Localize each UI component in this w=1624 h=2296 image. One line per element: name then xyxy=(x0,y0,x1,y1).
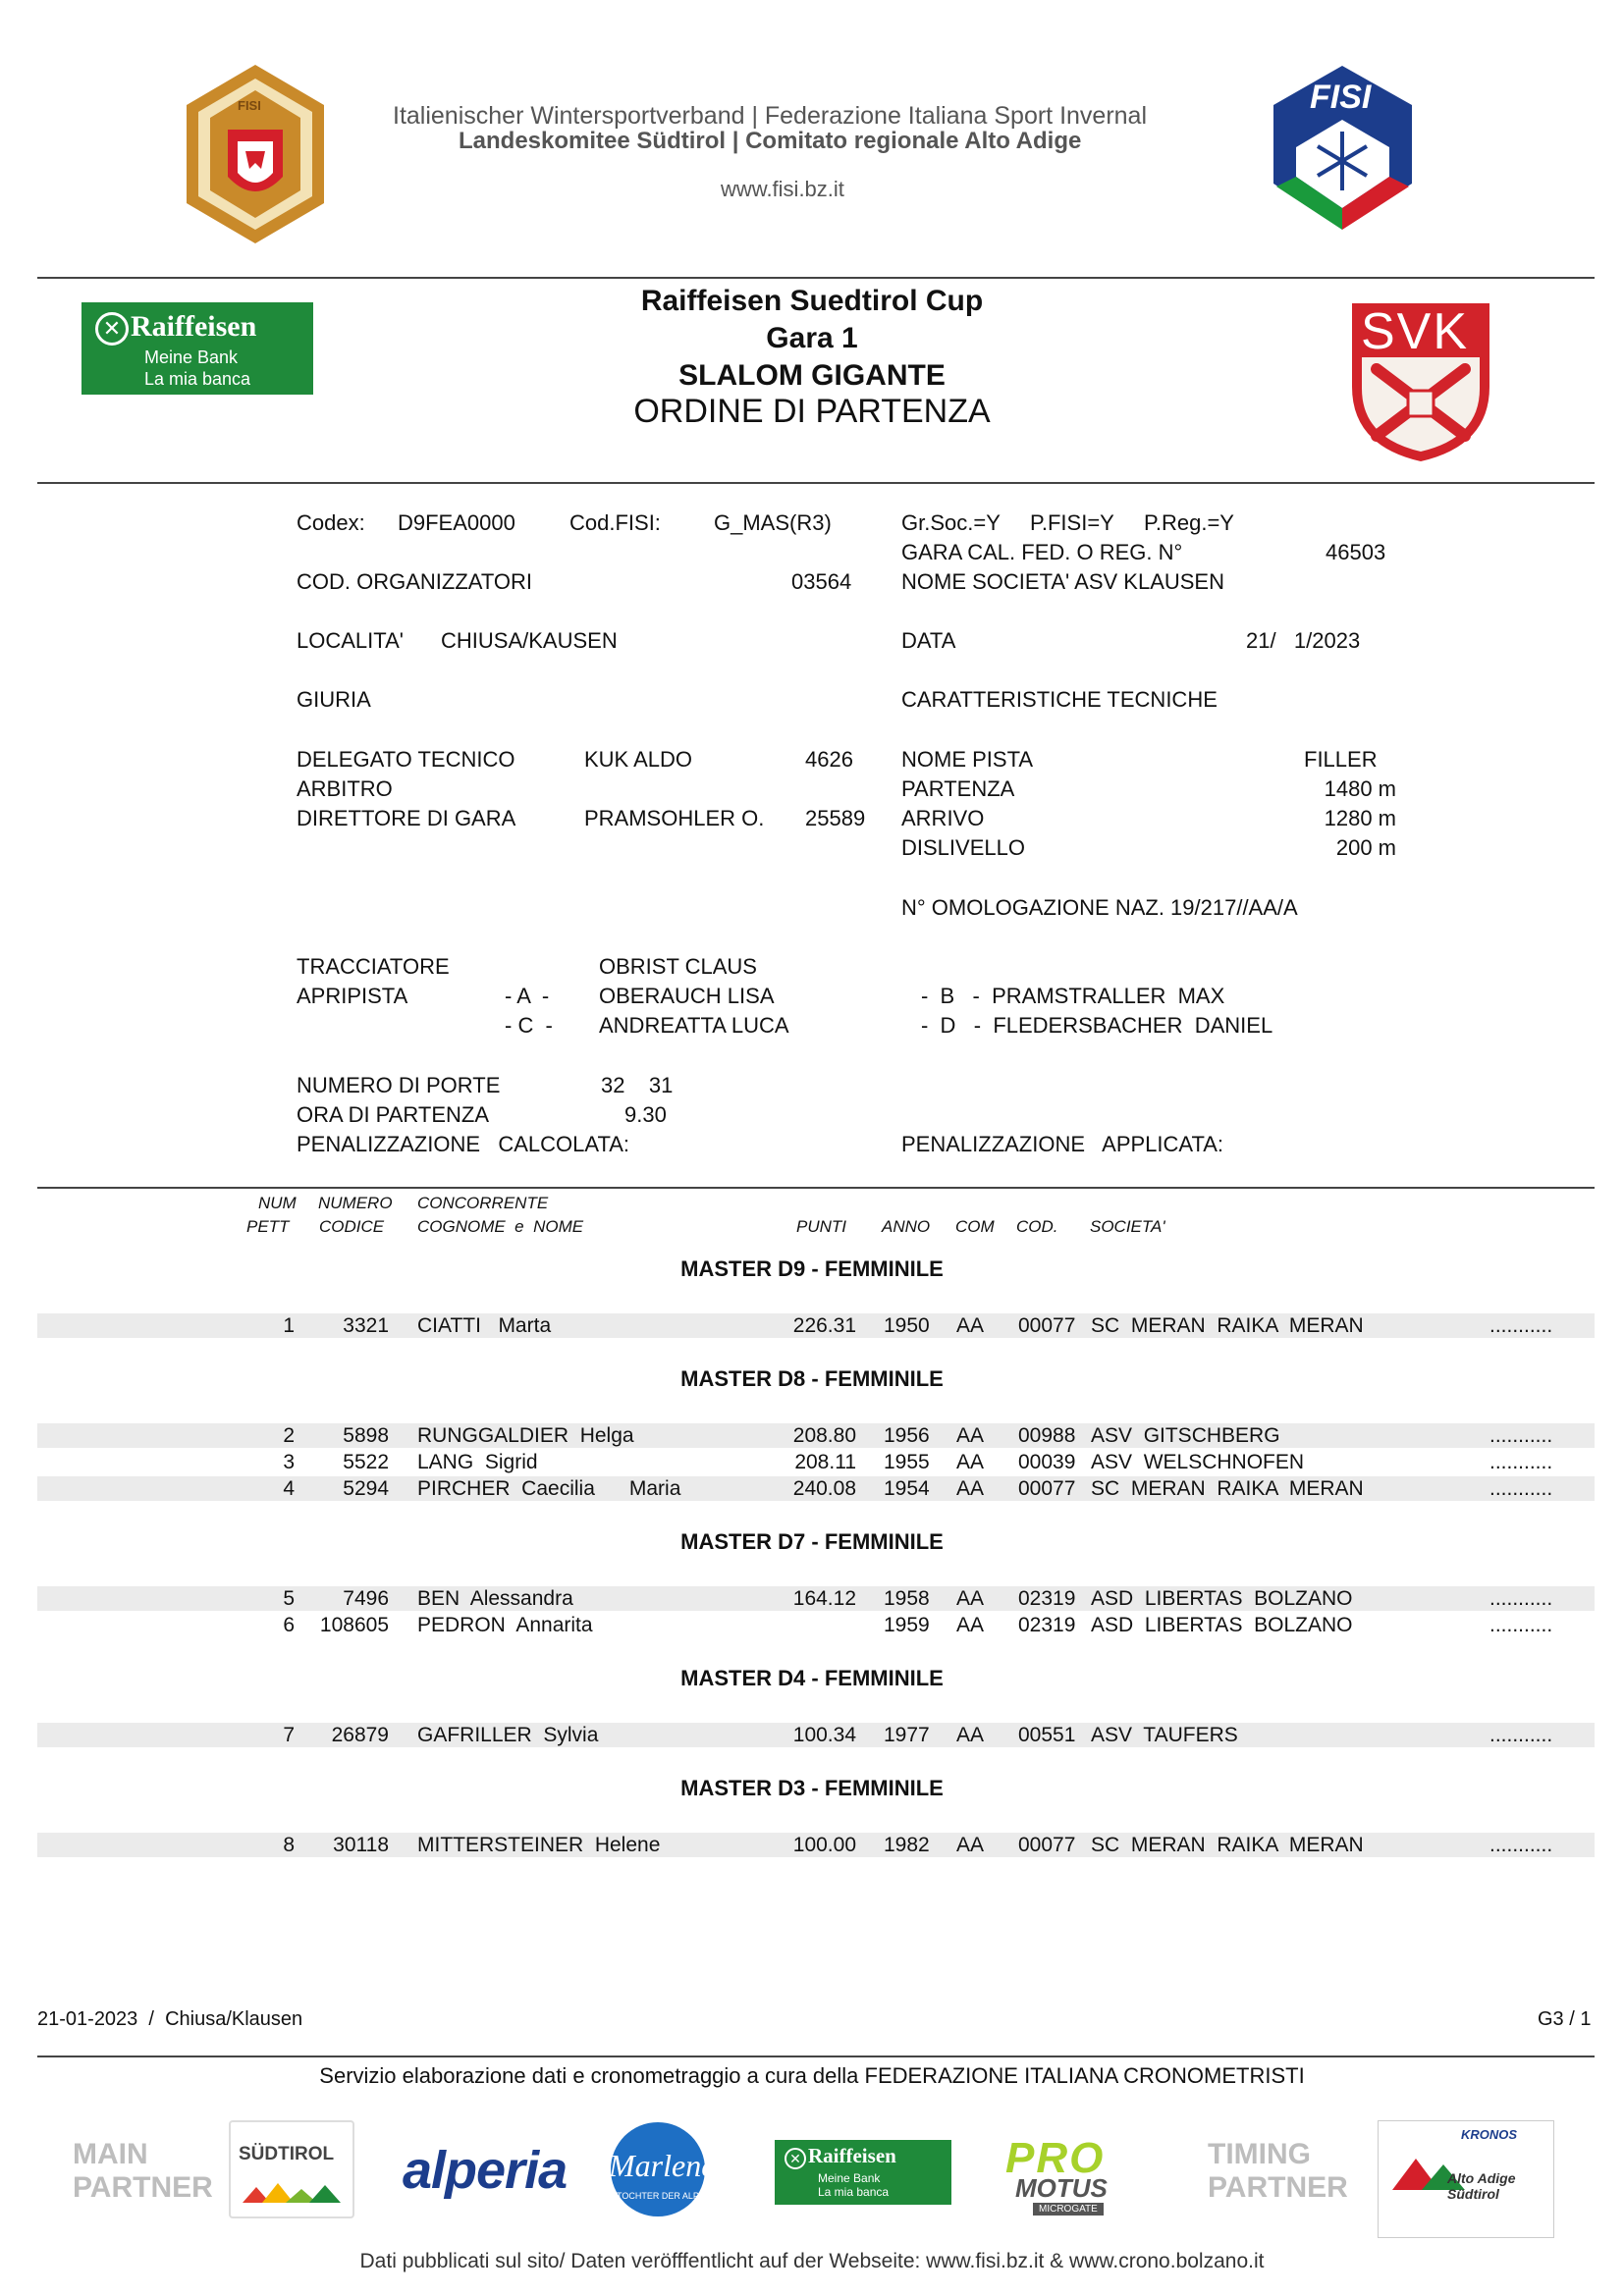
pro-text: PRO xyxy=(1005,2134,1106,2182)
timing-partner-line2: PARTNER xyxy=(1208,2171,1348,2204)
result-dots: ........... xyxy=(1489,1314,1553,1337)
fisi-code: 30118 xyxy=(333,1834,389,1856)
club-name: ASV WELSCHNOFEN xyxy=(1091,1451,1305,1473)
club-code: 00551 xyxy=(1018,1724,1076,1746)
list-title: ORDINE DI PARTENZA xyxy=(633,393,991,430)
federation-line-2: Landeskomitee Südtirol | Comitato regionale Alto Adige xyxy=(459,128,1082,154)
col-numero: NUMERO xyxy=(318,1194,393,1212)
penalizzazione-applicata: PENALIZZAZIONE APPLICATA: xyxy=(901,1132,1224,1156)
athlete-name: RUNGGALDIER Helga xyxy=(417,1424,634,1447)
fisi-seal-logo xyxy=(177,61,334,247)
club-name: ASV GITSCHBERG xyxy=(1091,1424,1280,1447)
raiffeisen-cross-icon: ✕ xyxy=(95,312,129,346)
start-number: 2 xyxy=(283,1424,295,1447)
committee: AA xyxy=(956,1477,985,1500)
dislivello-label: DISLIVELLO xyxy=(901,835,1025,860)
footer-page: G3 / 1 xyxy=(1538,2008,1592,2030)
raiffeisen-footer-name: Raiffeisen xyxy=(808,2144,896,2167)
birth-year: 1982 xyxy=(884,1834,930,1856)
svk-logo xyxy=(1347,298,1494,465)
club-code: 00988 xyxy=(1018,1424,1076,1447)
club-code: 00039 xyxy=(1018,1451,1076,1473)
giuria-heading: GIURIA xyxy=(297,687,371,712)
apripista-c-tag: - C - xyxy=(505,1013,553,1038)
marlene-subtext: TOCHTER DER ALPEN xyxy=(617,2191,712,2201)
fisi-code: 5522 xyxy=(343,1451,389,1473)
promotus-logo xyxy=(1000,2134,1145,2218)
committee: AA xyxy=(956,1424,985,1447)
kronos-logo xyxy=(1378,2120,1554,2238)
ora-label: ORA DI PARTENZA xyxy=(297,1102,490,1127)
raiffeisen-line2: La mia banca xyxy=(144,369,251,389)
raiffeisen-footer-l1: Meine Bank xyxy=(818,2171,881,2185)
committee: AA xyxy=(956,1614,985,1636)
ora-value: 9.30 xyxy=(624,1102,667,1127)
data-label: DATA xyxy=(901,628,956,653)
federation-url: www.fisi.bz.it xyxy=(721,177,844,201)
athlete-name: BEN Alessandra xyxy=(417,1587,573,1610)
marlene-text: Marlene xyxy=(609,2148,716,2183)
marlene-logo xyxy=(603,2120,716,2222)
category-title: MASTER D7 - FEMMINILE xyxy=(680,1529,944,1554)
club-name: SC MERAN RAIKA MERAN xyxy=(1091,1834,1364,1856)
tracciatore-label: TRACCIATORE xyxy=(297,954,450,979)
category-title: MASTER D3 - FEMMINILE xyxy=(680,1776,944,1800)
col-com: COM xyxy=(955,1217,995,1236)
fis-points: 208.80 xyxy=(792,1424,856,1447)
result-dots: ........... xyxy=(1489,1834,1553,1856)
caratteristiche-heading: CARATTERISTICHE TECNICHE xyxy=(901,687,1218,712)
codex-value: D9FEA0000 xyxy=(398,510,515,535)
club-name: ASV TAUFERS xyxy=(1091,1724,1238,1746)
footer-service: Servizio elaborazione dati e cronometraggio a cura della FEDERAZIONE ITALIANA CRONOMETRISTI xyxy=(319,2063,1305,2088)
col-punti: PUNTI xyxy=(796,1217,846,1236)
birth-year: 1950 xyxy=(884,1314,930,1337)
fisi-text: FISI xyxy=(1310,79,1372,116)
result-dots: ........... xyxy=(1489,1587,1553,1610)
direttore-code: 25589 xyxy=(805,806,866,830)
partenza-label: PARTENZA xyxy=(901,776,1015,801)
fis-points: 100.00 xyxy=(792,1834,856,1856)
club-code: 00077 xyxy=(1018,1834,1076,1856)
suedtirol-logo xyxy=(229,2120,354,2218)
apripista-label: APRIPISTA xyxy=(297,984,408,1008)
timing-partner-label xyxy=(1208,2138,1348,2205)
athlete-name: MITTERSTEINER Helene xyxy=(417,1834,661,1856)
athlete-name: CIATTI Marta xyxy=(417,1314,552,1337)
fis-points: 240.08 xyxy=(792,1477,856,1500)
col-societa: SOCIETA' xyxy=(1090,1217,1165,1236)
fis-points: 208.11 xyxy=(794,1451,856,1473)
localita-value: CHIUSA/KAUSEN xyxy=(441,628,618,653)
col-codice: CODICE xyxy=(319,1217,385,1236)
fisi-code: 5898 xyxy=(343,1424,389,1447)
footer-date-place: 21-01-2023 / Chiusa/Klausen xyxy=(37,2008,303,2030)
committee: AA xyxy=(956,1587,985,1610)
delegato-label: DELEGATO TECNICO xyxy=(297,747,515,772)
suedtirol-text: SÜDTIROL xyxy=(239,2144,335,2164)
committee: AA xyxy=(956,1314,985,1337)
athlete-name: LANG Sigrid xyxy=(417,1451,538,1473)
localita-label: LOCALITA' xyxy=(297,628,404,653)
result-dots: ........... xyxy=(1489,1424,1553,1447)
birth-year: 1954 xyxy=(884,1477,930,1500)
timing-partner-line1: TIMING xyxy=(1208,2138,1311,2170)
athlete-name: PEDRON Annarita xyxy=(417,1614,593,1636)
omologazione: N° OMOLOGAZIONE NAZ. 19/217//AA/A xyxy=(901,895,1298,920)
pista-label: NOME PISTA xyxy=(901,747,1034,772)
fisi-code: 5294 xyxy=(343,1477,389,1500)
apripista-c: ANDREATTA LUCA xyxy=(599,1013,789,1038)
club-name: SC MERAN RAIKA MERAN xyxy=(1091,1477,1364,1500)
start-number: 7 xyxy=(283,1724,295,1746)
club-name: ASD LIBERTAS BOLZANO xyxy=(1091,1587,1353,1610)
svk-text: SVK xyxy=(1361,303,1470,360)
col-concorrente: CONCORRENTE xyxy=(417,1194,549,1212)
birth-year: 1958 xyxy=(884,1587,930,1610)
start-number: 4 xyxy=(283,1477,295,1500)
cup-title: Raiffeisen Suedtirol Cup xyxy=(640,285,984,317)
fis-points: 226.31 xyxy=(792,1314,856,1337)
birth-year: 1959 xyxy=(884,1614,930,1636)
raiffeisen-footer-cross-icon: ✕ xyxy=(785,2148,806,2169)
committee: AA xyxy=(956,1834,985,1856)
apripista-a-tag: - A - xyxy=(505,984,550,1008)
seal-text: FISI xyxy=(238,98,261,113)
result-dots: ........... xyxy=(1489,1451,1553,1473)
apripista-d: - D - FLEDERSBACHER DANIEL xyxy=(921,1013,1273,1038)
col-anno: ANNO xyxy=(882,1217,931,1236)
alperia-logo: alperia xyxy=(403,2141,568,2200)
title-divider xyxy=(37,482,1595,484)
raiffeisen-line1: Meine Bank xyxy=(144,347,239,367)
data-value: 21/ 1/2023 xyxy=(1246,628,1361,653)
penalizzazione-calcolata: PENALIZZAZIONE CALCOLATA: xyxy=(297,1132,630,1156)
club-code: 00077 xyxy=(1018,1477,1076,1500)
fisi-logo xyxy=(1267,61,1419,238)
header-divider xyxy=(37,277,1595,279)
start-number: 3 xyxy=(283,1451,295,1473)
codfisi-label: Cod.FISI: xyxy=(569,510,661,535)
fis-points: 164.12 xyxy=(792,1587,856,1610)
fisi-code: 108605 xyxy=(319,1614,389,1636)
apripista-a: OBERAUCH LISA xyxy=(599,984,775,1008)
gara-number: 46503 xyxy=(1326,540,1386,564)
col-num: NUM xyxy=(258,1194,297,1212)
committee: AA xyxy=(956,1724,985,1746)
main-partner-line2: PARTNER xyxy=(73,2171,213,2204)
start-number: 5 xyxy=(283,1587,295,1610)
codfisi-value: G_MAS(R3) xyxy=(714,510,832,535)
start-number: 6 xyxy=(283,1614,295,1636)
tracciatore-value: OBRIST CLAUS xyxy=(599,954,757,979)
result-dots: ........... xyxy=(1489,1477,1553,1500)
athlete-name: GAFRILLER Sylvia xyxy=(417,1724,599,1746)
raiffeisen-footer-l2: La mia banca xyxy=(818,2185,890,2199)
microgate-text: MICROGATE xyxy=(1033,2203,1104,2216)
published-note: Dati pubblicati sul sito/ Daten veröfffentlicht auf der Webseite: www.fisi.bz.it & www.crono.bolzano.it xyxy=(359,2250,1265,2272)
club-code: 00077 xyxy=(1018,1314,1076,1337)
athlete-name: PIRCHER Caecilia Maria xyxy=(417,1477,681,1500)
porte-value: 32 31 xyxy=(601,1073,674,1097)
kronos-text: KRONOS xyxy=(1461,2127,1518,2142)
codex-label: Codex: xyxy=(297,510,365,535)
raiffeisen-name: Raiffeisen xyxy=(131,310,257,343)
porte-label: NUMERO DI PORTE xyxy=(297,1073,501,1097)
fis-points: 100.34 xyxy=(792,1724,856,1746)
birth-year: 1977 xyxy=(884,1724,930,1746)
cod-org-label: COD. ORGANIZZATORI xyxy=(297,569,532,594)
discipline-title: SLALOM GIGANTE xyxy=(678,359,946,392)
arbitro-label: ARBITRO xyxy=(297,776,393,801)
motus-text: MOTUS xyxy=(1015,2173,1108,2203)
direttore-value: PRAMSOHLER O. xyxy=(584,806,765,830)
committee: AA xyxy=(956,1451,985,1473)
flags: Gr.Soc.=Y P.FISI=Y P.Reg.=Y xyxy=(901,510,1234,535)
category-title: MASTER D8 - FEMMINILE xyxy=(680,1366,944,1391)
category-title: MASTER D9 - FEMMINILE xyxy=(680,1256,944,1281)
gara-label: GARA CAL. FED. O REG. N° xyxy=(901,540,1183,564)
raiffeisen-footer-logo xyxy=(775,2140,951,2205)
fisi-code: 7496 xyxy=(343,1587,389,1610)
col-cognome: COGNOME e NOME xyxy=(417,1217,584,1236)
apripista-b: - B - PRAMSTRALLER MAX xyxy=(921,984,1225,1008)
start-number: 1 xyxy=(283,1314,295,1337)
fisi-code: 26879 xyxy=(331,1724,389,1746)
col-pett: PETT xyxy=(246,1217,290,1236)
kronos-subtext: Alto Adige Südtirol xyxy=(1447,2170,1516,2202)
delegato-code: 4626 xyxy=(805,747,853,772)
nome-societa: NOME SOCIETA' ASV KLAUSEN xyxy=(901,569,1224,594)
arrivo-label: ARRIVO xyxy=(901,806,985,830)
arrivo-value: 1280 m xyxy=(1324,806,1396,830)
dislivello-value: 200 m xyxy=(1335,835,1396,860)
club-code: 02319 xyxy=(1018,1587,1076,1610)
start-number: 8 xyxy=(283,1834,295,1856)
partenza-value: 1480 m xyxy=(1324,776,1396,801)
col-cod: COD. xyxy=(1016,1217,1058,1236)
club-name: SC MERAN RAIKA MERAN xyxy=(1091,1314,1364,1337)
footer-divider xyxy=(37,2056,1595,2057)
delegato-value: KUK ALDO xyxy=(584,747,693,772)
club-code: 02319 xyxy=(1018,1614,1076,1636)
birth-year: 1956 xyxy=(884,1424,930,1447)
birth-year: 1955 xyxy=(884,1451,930,1473)
cod-org-value: 03564 xyxy=(791,569,852,594)
federation-line-1: Italienischer Wintersportverband | Federazione Italiana Sport Invernal xyxy=(393,102,1148,130)
direttore-label: DIRETTORE DI GARA xyxy=(297,806,516,830)
pista-value: FILLER xyxy=(1304,747,1378,772)
fisi-code: 3321 xyxy=(343,1314,389,1337)
main-partner-label xyxy=(73,2138,213,2205)
info-divider xyxy=(37,1187,1595,1189)
result-dots: ........... xyxy=(1489,1724,1553,1746)
main-partner-line1: MAIN xyxy=(73,2138,148,2170)
category-title: MASTER D4 - FEMMINILE xyxy=(680,1666,944,1690)
gara-title: Gara 1 xyxy=(766,322,858,354)
club-name: ASD LIBERTAS BOLZANO xyxy=(1091,1614,1353,1636)
result-dots: ........... xyxy=(1489,1614,1553,1636)
